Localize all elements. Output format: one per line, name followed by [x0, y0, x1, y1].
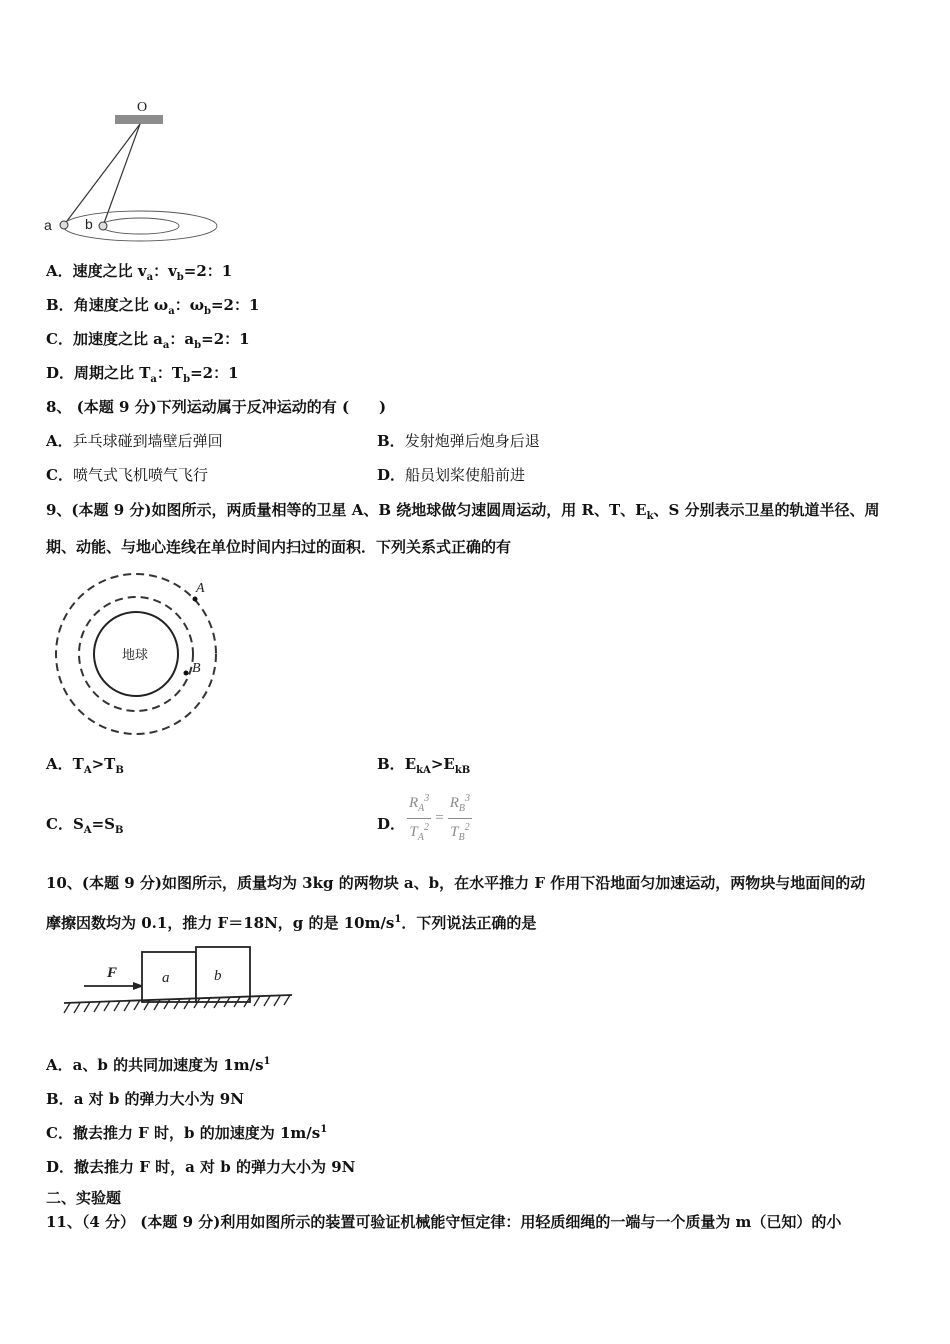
q8-option-c[interactable]: C．喷气式飞机喷气飞行: [46, 466, 208, 484]
section-title: 二、实验题: [46, 1189, 122, 1207]
q10-stem-line2: 摩擦因数均为 0.1，推力 F＝18N，g 的是 $10m/s^1$．下列说法正确的是: [46, 914, 537, 932]
satellite-b-label: B: [192, 661, 201, 676]
q8-stem: 8、 (本题 9 分)下列运动属于反冲运动的有 ( ): [46, 398, 387, 416]
q9-option-d-letter[interactable]: D．: [377, 815, 406, 833]
block-b-label: b: [214, 968, 222, 984]
blocks-figure: [44, 940, 299, 1025]
block-b: [196, 947, 250, 1002]
ball-a-label: a: [44, 217, 52, 233]
q10-option-c[interactable]: C．撤去推力 F 时，b 的加速度为 $1m/s^1$: [46, 1124, 328, 1142]
q10-stem-line1: 10、(本题 9 分)如图所示，质量均为 3kg 的两物块 a、b，在水平推力 F 作用下沿地面匀加速运动，两物块与地面间的动: [46, 874, 866, 892]
ball-b: [99, 222, 107, 230]
fraction-left: $\frac{R_A^3}{T_A^2}$: [409, 793, 430, 843]
q7-option-b[interactable]: B．角速度之比 $\omega_a$：$\omega_b=2$：1: [46, 296, 260, 317]
q10-option-a[interactable]: A．a、b 的共同加速度为 $1m/s^1$: [46, 1056, 271, 1074]
q10-option-d[interactable]: D．撤去推力 F 时，a 对 b 的弹力大小为 9N: [46, 1158, 356, 1176]
q10-option-b[interactable]: B．a 对 b 的弹力大小为 9N: [46, 1090, 244, 1108]
q9-option-a[interactable]: A．$T_A>T_B$: [46, 755, 124, 776]
earth-label: 地球: [122, 648, 149, 663]
q8-option-a[interactable]: A．乒乓球碰到墙壁后弹回: [46, 432, 223, 450]
satellite-b: [184, 671, 189, 676]
satellite-a-label: A: [196, 581, 205, 596]
ceiling-support: [115, 115, 163, 124]
conical-pendulum-figure: [40, 92, 230, 247]
q7-option-d[interactable]: D．周期之比 $T_a$：$T_b=2$：1: [46, 364, 239, 385]
q8-option-b[interactable]: B．发射炮弹后炮身后退: [377, 432, 540, 450]
q9-stem-line1: 9、(本题 9 分)如图所示，两质量相等的卫星 A、B 绕地球做匀速圆周运动，用 R、T、$E_k$、S 分别表示卫星的轨道半径、周: [46, 501, 880, 522]
ball-b-label: b: [85, 216, 93, 232]
q9-stem-line2: 期、动能、与地心连线在单位时间内扫过的面积．下列关系式正确的有: [46, 538, 512, 556]
force-label: F: [107, 965, 118, 981]
q8-option-d[interactable]: D．船员划桨使船前进: [377, 466, 526, 484]
string-a: [64, 124, 140, 225]
q11-stem: 11、（4 分） (本题 9 分)利用如图所示的装置可验证机械能守恒定律：用轻质细绳的一端与一个质量为 m（已知）的小: [46, 1213, 842, 1231]
q9-option-d-formula: $\frac{R_A^3}{T_A^2}$ = $\frac{R_B^3}{T_B^2}$: [407, 790, 472, 847]
q7-option-c[interactable]: C．加速度之比 $a_a$：$a_b=2$：1: [46, 330, 250, 351]
satellite-a: [193, 597, 198, 602]
block-a-label: a: [162, 970, 170, 986]
fraction-right: $\frac{R_B^3}{T_B^2}$: [449, 793, 471, 843]
pivot-label: O: [137, 100, 148, 115]
satellite-orbit-figure: [50, 568, 225, 743]
orbit-b: [101, 218, 179, 234]
q7-option-a[interactable]: A．速度之比 $v_a$：$v_b=2$：1: [46, 262, 233, 283]
ball-a: [60, 221, 68, 229]
q9-option-b[interactable]: B．$E_{kA}>E_{kB}$: [377, 755, 471, 776]
q9-option-c[interactable]: C．$S_A=S_B$: [46, 815, 124, 836]
